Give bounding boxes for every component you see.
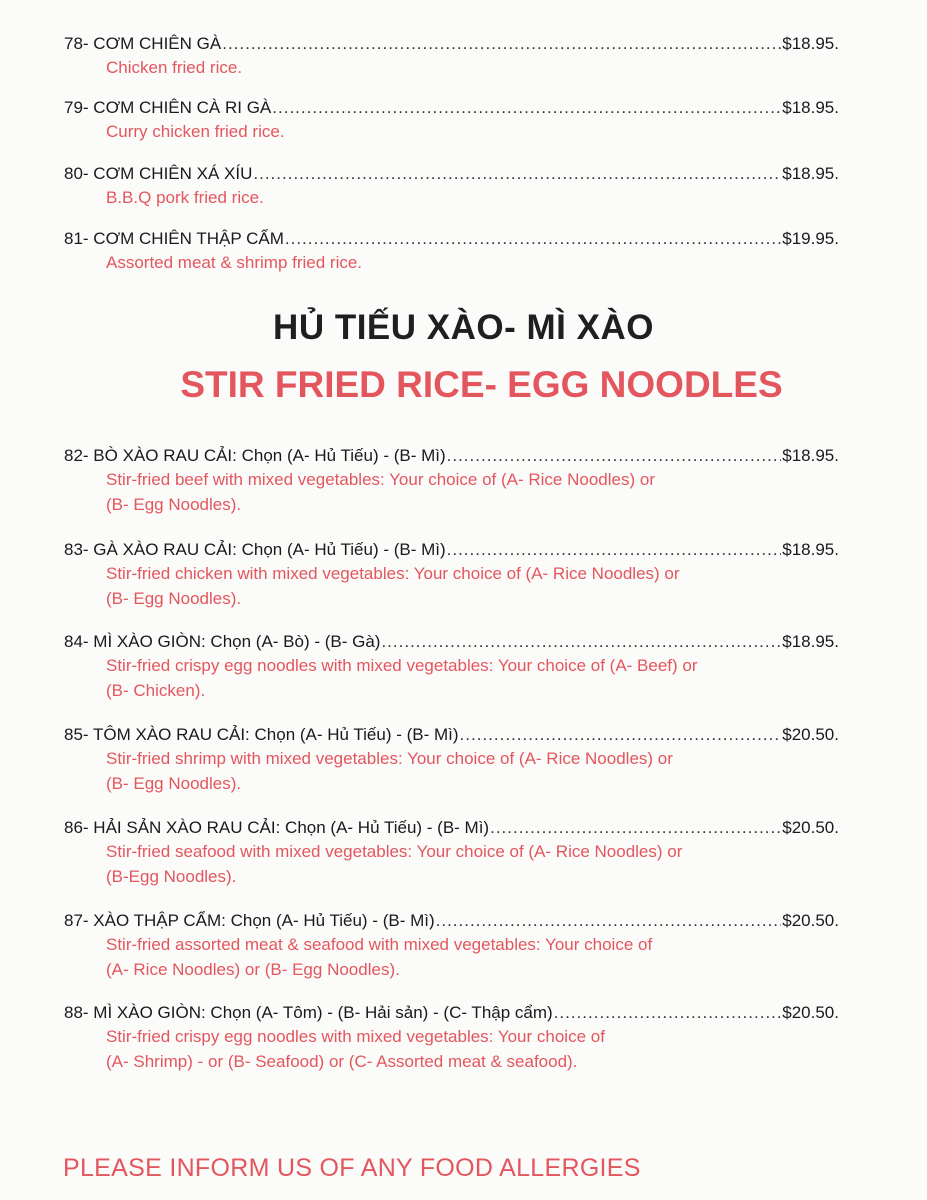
dot-leader xyxy=(436,910,782,932)
item-name: 78- CƠM CHIÊN GÀ xyxy=(64,34,222,53)
section-title-english: STIR FRIED RICE- EGG NOODLES xyxy=(180,364,783,405)
item-description-line-1: Stir-fried shrimp with mixed vegetables: Your choice of (A- Rice Noodles) or xyxy=(106,749,673,768)
dot-leader xyxy=(490,817,781,839)
menu-item-79 xyxy=(64,97,839,144)
item-price: $20.50. xyxy=(782,725,839,744)
item-name: 83- GÀ XÀO RAU CẢI: Chọn (A- Hủ Tiếu) - (B- Mì) xyxy=(64,540,446,559)
menu-item-81 xyxy=(64,228,839,275)
dot-leader xyxy=(222,33,781,55)
item-price: $18.95. xyxy=(782,164,839,183)
item-description-line-2: (A- Rice Noodles) or (B- Egg Noodles). xyxy=(106,960,400,979)
item-name: 84- MÌ XÀO GIÒN: Chọn (A- Bò) - (B- Gà) xyxy=(64,632,381,651)
dot-leader xyxy=(381,631,781,653)
item-description-line-2: (B- Chicken). xyxy=(106,681,206,700)
menu-item-80 xyxy=(64,163,839,210)
item-price: $20.50. xyxy=(782,818,839,837)
allergy-notice: PLEASE INFORM US OF ANY FOOD ALLERGIES xyxy=(63,1154,641,1182)
item-name: 85- TÔM XÀO RAU CẢI: Chọn (A- Hủ Tiếu) - (B- Mì) xyxy=(64,725,459,744)
dot-leader xyxy=(460,724,782,746)
menu-item-86 xyxy=(64,817,839,889)
menu-item-87 xyxy=(64,910,839,982)
item-description-line-1: Stir-fried beef with mixed vegetables: Your choice of (A- Rice Noodles) or xyxy=(106,470,655,489)
menu-item-78 xyxy=(64,33,839,80)
dot-leader xyxy=(447,445,782,467)
item-price: $20.50. xyxy=(782,911,839,930)
item-name: 88- MÌ XÀO GIÒN: Chọn (A- Tôm) - (B- Hải sản) - (C- Thập cẩm) xyxy=(64,1003,553,1022)
menu-item-88 xyxy=(64,1002,839,1074)
menu-item-84 xyxy=(64,631,839,703)
item-name: 86- HẢI SẢN XÀO RAU CẢI: Chọn (A- Hủ Tiếu) - (B- Mì) xyxy=(64,818,490,837)
dot-leader xyxy=(253,163,781,185)
item-description-line-2: (B- Egg Noodles). xyxy=(106,495,242,514)
item-price: $20.50. xyxy=(782,1003,839,1022)
dot-leader xyxy=(272,97,781,119)
item-description-line-1: Stir-fried chicken with mixed vegetables: Your choice of (A- Rice Noodles) or xyxy=(106,564,680,583)
section-title-vietnamese: HỦ TIẾU XÀO- MÌ XÀO xyxy=(273,308,654,347)
menu-item-82 xyxy=(64,445,839,517)
item-price: $18.95. xyxy=(782,34,839,53)
item-description-line-1: Stir-fried seafood with mixed vegetables: Your choice of (A- Rice Noodles) or xyxy=(106,842,683,861)
item-description: Curry chicken fried rice. xyxy=(106,122,285,141)
item-description: B.B.Q pork fried rice. xyxy=(106,188,264,207)
dot-leader xyxy=(554,1002,782,1024)
item-description-line-2: (A- Shrimp) - or (B- Seafood) or (C- Assorted meat & seafood). xyxy=(106,1052,578,1071)
item-description-line-2: (B- Egg Noodles). xyxy=(106,589,242,608)
item-description-line-2: (B- Egg Noodles). xyxy=(106,774,242,793)
item-price: $18.95. xyxy=(782,632,839,651)
item-price: $18.95. xyxy=(782,98,839,117)
item-name: 87- XÀO THẬP CẨM: Chọn (A- Hủ Tiếu) - (B- Mì) xyxy=(64,911,435,930)
item-price: $18.95. xyxy=(782,540,839,559)
dot-leader xyxy=(285,228,781,250)
item-description-line-1: Stir-fried crispy egg noodles with mixed vegetables: Your choice of xyxy=(106,1027,605,1046)
dot-leader xyxy=(447,539,782,561)
item-description: Assorted meat & shrimp fried rice. xyxy=(106,253,363,272)
item-name: 81- CƠM CHIÊN THẬP CẨM xyxy=(64,229,284,248)
item-description-line-1: Stir-fried assorted meat & seafood with mixed vegetables: Your choice of xyxy=(106,935,653,954)
item-name: 80- CƠM CHIÊN XÁ XÍU xyxy=(64,164,253,183)
item-name: 82- BÒ XÀO RAU CẢI: Chọn (A- Hủ Tiếu) - (B- Mì) xyxy=(64,446,446,465)
item-name: 79- CƠM CHIÊN CÀ RI GÀ xyxy=(64,98,272,117)
item-price: $18.95. xyxy=(782,446,839,465)
menu-item-85 xyxy=(64,724,839,796)
item-description-line-2: (B-Egg Noodles). xyxy=(106,867,237,886)
item-description: Chicken fried rice. xyxy=(106,58,243,77)
item-description-line-1: Stir-fried crispy egg noodles with mixed vegetables: Your choice of (A- Beef) or xyxy=(106,656,698,675)
item-price: $19.95. xyxy=(782,229,839,248)
menu-item-83 xyxy=(64,539,839,611)
